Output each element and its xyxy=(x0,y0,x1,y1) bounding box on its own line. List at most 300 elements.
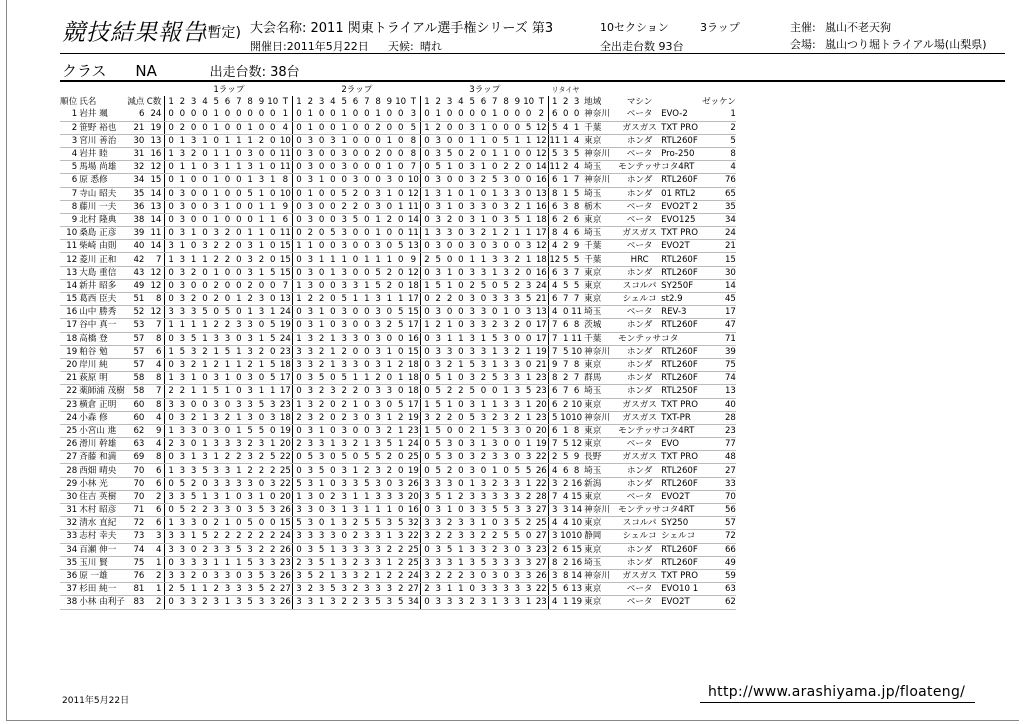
section-score-cell: 2 xyxy=(478,372,489,385)
section-score-cell: 0 xyxy=(421,451,433,464)
section-score-cell: 3 xyxy=(350,543,361,556)
section-score-cell: 3 xyxy=(433,306,444,319)
section-score-cell: 0 xyxy=(444,253,455,266)
retire-cell: 7 xyxy=(560,358,571,371)
table-row xyxy=(60,372,736,385)
section-score-cell: 1 xyxy=(244,174,255,187)
section-score-cell: 0 xyxy=(421,385,433,398)
section-score-cell: 0 xyxy=(489,306,500,319)
number-cell: 72 xyxy=(702,530,736,543)
section-score-cell: 3 xyxy=(467,530,478,543)
section-score-cell: 3 xyxy=(244,543,255,556)
section-score-cell: 5 xyxy=(395,319,406,332)
number-cell: 17 xyxy=(702,306,736,319)
footer-underline xyxy=(700,702,975,703)
section-score-cell: 1 xyxy=(384,530,395,543)
table-row xyxy=(60,543,736,556)
section-score-cell: 5 xyxy=(523,385,534,398)
points-cell: 74 xyxy=(127,543,144,556)
section-score-cell: 0 xyxy=(455,411,466,424)
section-score-cell: 2 xyxy=(222,253,233,266)
section-score-cell: 1 xyxy=(339,504,350,517)
section-score-cell: 2 xyxy=(384,279,395,292)
section-score-cell: 0 xyxy=(199,372,210,385)
retire-cell: 10 xyxy=(560,531,572,542)
region-cell: 神奈川 xyxy=(582,569,618,582)
section-score-cell: 5 xyxy=(188,332,199,345)
section-score-cell: 0 xyxy=(293,121,305,134)
section-score-cell: 0 xyxy=(361,227,372,240)
section-score-cell: 1 xyxy=(199,490,210,503)
section-score-cell: 0 xyxy=(523,424,534,437)
machine-cell: ベータ xyxy=(618,306,661,319)
section-score-cell: 1 xyxy=(177,319,188,332)
lap-total-cell: 12 xyxy=(534,134,549,147)
section-score-cell: 5 xyxy=(188,490,199,503)
section-score-cell: 1 xyxy=(478,213,489,226)
section-score-cell: 3 xyxy=(339,490,350,503)
lap-total-cell: 23 xyxy=(534,411,549,424)
section-score-cell: 2 xyxy=(500,227,511,240)
section-score-cell: 0 xyxy=(293,253,305,266)
section-score-cell: 1 xyxy=(523,372,534,385)
section-score-cell: 3 xyxy=(421,556,433,569)
section-score-cell: 0 xyxy=(165,477,177,490)
region-cell: 東京 xyxy=(582,358,618,371)
rank-cell: 22 xyxy=(60,385,79,398)
section-score-cell: 2 xyxy=(316,332,327,345)
section-score-cell: 2 xyxy=(361,569,372,582)
section-score-cell: 0 xyxy=(222,108,233,121)
lap-total-cell: 26 xyxy=(278,504,293,517)
lap-total-cell: 16 xyxy=(406,504,421,517)
rider-name: 葛西 臣夫 xyxy=(79,293,127,306)
section-score-cell: 2 xyxy=(372,121,383,134)
section-score-cell: 0 xyxy=(222,121,233,134)
rider-name: 柴崎 由則 xyxy=(79,240,127,253)
section-score-cell: 2 xyxy=(256,134,267,147)
points-cell: 36 xyxy=(127,200,144,213)
retire-cell: 4 xyxy=(549,517,560,530)
section-score-cell: 0 xyxy=(512,451,523,464)
section-score-cell: 5 xyxy=(433,279,444,292)
section-score-cell: 1 xyxy=(165,424,177,437)
lap-total-cell: 16 xyxy=(534,266,549,279)
region-cell: 千葉 xyxy=(582,240,618,253)
section-score-cell: 3 xyxy=(177,187,188,200)
section-score-cell: 3 xyxy=(222,464,233,477)
section-score-cell: 2 xyxy=(350,556,361,569)
region-cell: 東京 xyxy=(582,517,618,530)
section-score-cell: 2 xyxy=(188,504,199,517)
section-score-cell: 0 xyxy=(293,147,305,160)
section-score-cell: 0 xyxy=(455,438,466,451)
section-score-cell: 1 xyxy=(233,556,244,569)
section-score-cell: 0 xyxy=(233,147,244,160)
section-score-cell: 3 xyxy=(244,266,255,279)
section-score-cell: 5 xyxy=(467,358,478,371)
col-lap2-total: T xyxy=(406,96,421,108)
section-score-cell: 1 xyxy=(267,438,278,451)
section-score-cell: 0 xyxy=(188,543,199,556)
section-score-cell: 5 xyxy=(372,266,383,279)
retire-cell: 8 xyxy=(549,372,560,385)
lap-total-cell: 26 xyxy=(278,596,293,609)
section-score-cell: 3 xyxy=(305,556,316,569)
machine-cell: ガスガス xyxy=(618,121,661,134)
lap-total-cell: 24 xyxy=(278,530,293,543)
class-rule xyxy=(60,80,1005,82)
section-score-cell: 0 xyxy=(293,385,305,398)
section-score-cell: 3 xyxy=(177,451,188,464)
section-score-cell: 3 xyxy=(467,213,478,226)
class-info xyxy=(62,60,300,81)
lap-total-cell: 24 xyxy=(406,438,421,451)
section-score-cell: 0 xyxy=(233,240,244,253)
section-score-cell: 3 xyxy=(339,477,350,490)
lap-total-cell: 22 xyxy=(534,477,549,490)
points-cell: 76 xyxy=(127,569,144,582)
section-score-cell: 3 xyxy=(244,411,255,424)
section-score-cell: 2 xyxy=(267,543,278,556)
section-score-cell: 0 xyxy=(421,543,433,556)
rank-cell: 28 xyxy=(60,464,79,477)
machine-cell: ベータ xyxy=(618,200,661,213)
section-score-cell: 2 xyxy=(316,398,327,411)
section-score-cell: 2 xyxy=(350,517,361,530)
event-date: 開催日:2011年5月22日 xyxy=(250,40,369,53)
section-score-cell: 1 xyxy=(500,147,511,160)
lap-total-cell: 34 xyxy=(406,596,421,609)
section-score-cell: 3 xyxy=(384,583,395,596)
section-score-cell: 0 xyxy=(327,424,338,437)
section-score-cell: 1 xyxy=(222,134,233,147)
section-score-cell: 3 xyxy=(244,253,255,266)
section-score-cell: 5 xyxy=(177,345,188,358)
lap-total-cell: 17 xyxy=(278,372,293,385)
section-score-cell: 1 xyxy=(455,332,466,345)
lap-total-cell: 26 xyxy=(406,477,421,490)
section-score-cell: 0 xyxy=(233,517,244,530)
retire-cell: 7 xyxy=(571,266,582,279)
section-score-cell: 2 xyxy=(512,345,523,358)
region-cell: 栃木 xyxy=(582,200,618,213)
section-score-cell: 5 xyxy=(256,504,267,517)
retire-cell: 7 xyxy=(549,490,560,503)
clean-count-cell: 12 xyxy=(144,266,165,279)
section-score-cell: 0 xyxy=(267,121,278,134)
points-cell: 60 xyxy=(127,411,144,424)
section-score-cell: 5 xyxy=(372,451,383,464)
machine-cell: ガスガス xyxy=(618,411,661,424)
section-score-cell: 3 xyxy=(489,253,500,266)
retire-cell: 14 xyxy=(571,571,583,582)
section-score-cell: 0 xyxy=(523,147,534,160)
section-score-cell: 1 xyxy=(188,530,199,543)
lap-total-cell: 23 xyxy=(534,372,549,385)
rank-cell: 23 xyxy=(60,398,79,411)
section-score-cell: 2 xyxy=(395,543,406,556)
section-score-cell: 2 xyxy=(233,451,244,464)
lap-total-cell: 27 xyxy=(278,583,293,596)
section-score-cell: 0 xyxy=(523,319,534,332)
lap-total-cell: 17 xyxy=(534,332,549,345)
section-score-cell: 3 xyxy=(467,398,478,411)
section-score-cell: 2 xyxy=(444,293,455,306)
class-label: クラス xyxy=(62,62,107,80)
section-score-cell: 3 xyxy=(177,253,188,266)
section-score-cell: 1 xyxy=(339,108,350,121)
section-score-cell: 3 xyxy=(444,451,455,464)
col-lap1-total: T xyxy=(278,96,293,108)
section-score-cell: 5 xyxy=(489,372,500,385)
retire-cell: 4 xyxy=(571,134,582,147)
section-score-cell: 0 xyxy=(500,108,511,121)
lap-total-cell: 27 xyxy=(534,504,549,517)
number-cell: 59 xyxy=(702,569,736,582)
region-cell: 埼玉 xyxy=(582,385,618,398)
region-cell: 東京 xyxy=(582,134,618,147)
section-score-cell: 0 xyxy=(165,556,177,569)
lap-total-cell: 22 xyxy=(278,477,293,490)
points-cell: 60 xyxy=(127,398,144,411)
retire-cell: 11 xyxy=(549,135,561,146)
section-score-cell: 0 xyxy=(500,569,511,582)
section-score-cell: 0 xyxy=(512,438,523,451)
section-score-cell: 3 xyxy=(350,411,361,424)
retire-cell: 3 xyxy=(549,530,560,543)
section-score-cell: 3 xyxy=(500,517,511,530)
col-lap2-sec-4: 4 xyxy=(330,97,336,108)
retire-cell: 2 xyxy=(560,240,571,253)
section-score-cell: 3 xyxy=(512,596,523,609)
rank-cell: 24 xyxy=(60,411,79,424)
number-cell: 24 xyxy=(702,227,736,240)
class-entries: 出走台数: 38台 xyxy=(209,65,300,80)
section-score-cell: 0 xyxy=(455,240,466,253)
section-score-cell: 0 xyxy=(233,279,244,292)
section-score-cell: 0 xyxy=(523,187,534,200)
section-score-cell: 0 xyxy=(165,213,177,226)
section-score-cell: 3 xyxy=(467,464,478,477)
section-score-cell: 3 xyxy=(305,174,316,187)
retire-cell: 19 xyxy=(571,597,583,608)
lap-total-cell: 19 xyxy=(406,464,421,477)
section-score-cell: 0 xyxy=(444,121,455,134)
section-score-cell: 0 xyxy=(316,213,327,226)
lap-total-cell: 22 xyxy=(278,451,293,464)
section-score-cell: 2 xyxy=(188,477,199,490)
rank-cell: 29 xyxy=(60,477,79,490)
clean-count-cell: 4 xyxy=(144,438,165,451)
points-cell: 31 xyxy=(127,147,144,160)
retire-cell: 0 xyxy=(560,108,571,121)
section-score-cell: 1 xyxy=(361,490,372,503)
rank-cell: 27 xyxy=(60,451,79,464)
lap-total-cell: 23 xyxy=(406,424,421,437)
section-score-cell: 3 xyxy=(177,227,188,240)
points-cell: 63 xyxy=(127,438,144,451)
section-score-cell: 3 xyxy=(500,424,511,437)
col-lap1-sec-10: 10 xyxy=(267,97,279,108)
section-score-cell: 5 xyxy=(327,583,338,596)
table-row xyxy=(60,345,736,358)
section-score-cell: 1 xyxy=(211,213,222,226)
section-score-cell: 0 xyxy=(455,187,466,200)
section-score-cell: 2 xyxy=(444,411,455,424)
section-score-cell: 1 xyxy=(316,424,327,437)
section-score-cell: 0 xyxy=(421,504,433,517)
section-score-cell: 0 xyxy=(256,477,267,490)
section-score-cell: 0 xyxy=(233,569,244,582)
table-row xyxy=(60,451,736,464)
section-score-cell: 2 xyxy=(433,569,444,582)
lap-total-cell: 26 xyxy=(278,569,293,582)
machine-cell: ガスガス xyxy=(618,398,661,411)
region-cell: 千葉 xyxy=(582,253,618,266)
section-score-cell: 3 xyxy=(523,279,534,292)
rider-name: 原 悉修 xyxy=(79,174,127,187)
section-score-cell: 3 xyxy=(256,293,267,306)
section-score-cell: 1 xyxy=(455,543,466,556)
lap-total-cell: 18 xyxy=(406,358,421,371)
section-score-cell: 0 xyxy=(350,451,361,464)
section-score-cell: 3 xyxy=(305,464,316,477)
region-cell: 新潟 xyxy=(582,477,618,490)
section-score-cell: 2 xyxy=(350,187,361,200)
section-score-cell: 3 xyxy=(305,266,316,279)
rider-name: 山中 勝秀 xyxy=(79,306,127,319)
section-score-cell: 3 xyxy=(305,319,316,332)
rank-cell: 14 xyxy=(60,279,79,292)
section-score-cell: 2 xyxy=(384,424,395,437)
section-score-cell: 3 xyxy=(372,556,383,569)
section-score-cell: 1 xyxy=(500,385,511,398)
section-score-cell: 2 xyxy=(523,517,534,530)
lap-total-cell: 7 xyxy=(406,161,421,174)
retire-cell: 4 xyxy=(560,517,571,530)
section-score-cell: 0 xyxy=(316,490,327,503)
section-score-cell: 2 xyxy=(350,385,361,398)
section-score-cell: 2 xyxy=(384,266,395,279)
lap-total-cell: 17 xyxy=(278,385,293,398)
retire-cell: 6 xyxy=(549,398,560,411)
section-score-cell: 0 xyxy=(478,385,489,398)
section-score-cell: 3 xyxy=(222,543,233,556)
section-score-cell: 0 xyxy=(372,134,383,147)
clean-count-cell: 12 xyxy=(144,161,165,174)
footer-url[interactable]: http://www.arashiyama.jp/floateng/ xyxy=(708,684,966,700)
col-model xyxy=(661,96,702,108)
section-score-cell: 5 xyxy=(177,583,188,596)
section-score-cell: 2 xyxy=(421,253,433,266)
section-score-cell: 1 xyxy=(305,240,316,253)
section-score-cell: 3 xyxy=(384,596,395,609)
section-score-cell: 0 xyxy=(316,200,327,213)
lap-total-cell: 20 xyxy=(534,398,549,411)
section-score-cell: 1 xyxy=(361,504,372,517)
section-score-cell: 3 xyxy=(305,306,316,319)
section-score-cell: 1 xyxy=(421,121,433,134)
section-score-cell: 1 xyxy=(489,266,500,279)
rider-name: 小林 光 xyxy=(79,477,127,490)
retire-cell: 4 xyxy=(571,161,582,174)
section-score-cell: 3 xyxy=(372,293,383,306)
section-score-cell: 3 xyxy=(244,240,255,253)
section-score-cell: 0 xyxy=(267,253,278,266)
section-score-cell: 1 xyxy=(188,161,199,174)
section-score-cell: 3 xyxy=(372,411,383,424)
section-score-cell: 5 xyxy=(233,543,244,556)
section-score-cell: 2 xyxy=(305,227,316,240)
region-cell: 神奈川 xyxy=(582,504,618,517)
weather-label: 天候: xyxy=(388,40,414,53)
points-cell: 53 xyxy=(127,319,144,332)
clean-count-cell: 14 xyxy=(144,213,165,226)
section-score-cell: 1 xyxy=(361,293,372,306)
retire-cell: 1 xyxy=(560,332,571,345)
section-score-cell: 0 xyxy=(316,134,327,147)
section-score-cell: 3 xyxy=(256,306,267,319)
section-score-cell: 0 xyxy=(233,490,244,503)
section-score-cell: 2 xyxy=(211,240,222,253)
table-row xyxy=(60,108,736,121)
lap-total-cell: 10 xyxy=(278,187,293,200)
model-cell: RTL260F xyxy=(661,464,702,477)
number-cell: 77 xyxy=(702,438,736,451)
section-score-cell: 2 xyxy=(293,438,305,451)
section-score-cell: 2 xyxy=(339,200,350,213)
retire-cell: 5 xyxy=(560,279,571,292)
section-score-cell: 1 xyxy=(467,134,478,147)
section-score-cell: 5 xyxy=(478,279,489,292)
section-score-cell: 0 xyxy=(384,477,395,490)
section-score-cell: 1 xyxy=(165,253,177,266)
section-score-cell: 2 xyxy=(256,530,267,543)
section-score-cell: 3 xyxy=(233,477,244,490)
section-score-cell: 0 xyxy=(165,358,177,371)
col-lap3-sec-6: 6 xyxy=(480,97,487,108)
section-score-cell: 1 xyxy=(233,161,244,174)
section-score-cell: 5 xyxy=(339,293,350,306)
section-score-cell: 0 xyxy=(361,358,372,371)
region-cell: 東京 xyxy=(582,266,618,279)
section-score-cell: 0 xyxy=(421,464,433,477)
section-score-cell: 2 xyxy=(211,583,222,596)
section-score-cell: 5 xyxy=(199,530,210,543)
rider-name: 小森 修 xyxy=(79,411,127,424)
lap-total-cell: 18 xyxy=(406,385,421,398)
section-score-cell: 3 xyxy=(339,266,350,279)
section-score-cell: 1 xyxy=(316,306,327,319)
section-score-cell: 0 xyxy=(361,385,372,398)
section-score-cell: 5 xyxy=(222,345,233,358)
section-score-cell: 5 xyxy=(433,438,444,451)
section-score-cell: 1 xyxy=(489,227,500,240)
section-score-cell: 3 xyxy=(244,490,255,503)
lap-total-cell: 20 xyxy=(278,438,293,451)
section-score-cell: 3 xyxy=(177,517,188,530)
number-cell: 62 xyxy=(702,596,736,609)
section-score-cell: 3 xyxy=(489,583,500,596)
col-lap2-sec-9: 9 xyxy=(386,97,393,108)
points-cell: 69 xyxy=(127,451,144,464)
number-cell: 40 xyxy=(702,398,736,411)
section-score-cell: 0 xyxy=(316,121,327,134)
rank-cell: 31 xyxy=(60,504,79,517)
rider-name: 谷中 真一 xyxy=(79,319,127,332)
clean-count-cell: 6 xyxy=(144,477,165,490)
